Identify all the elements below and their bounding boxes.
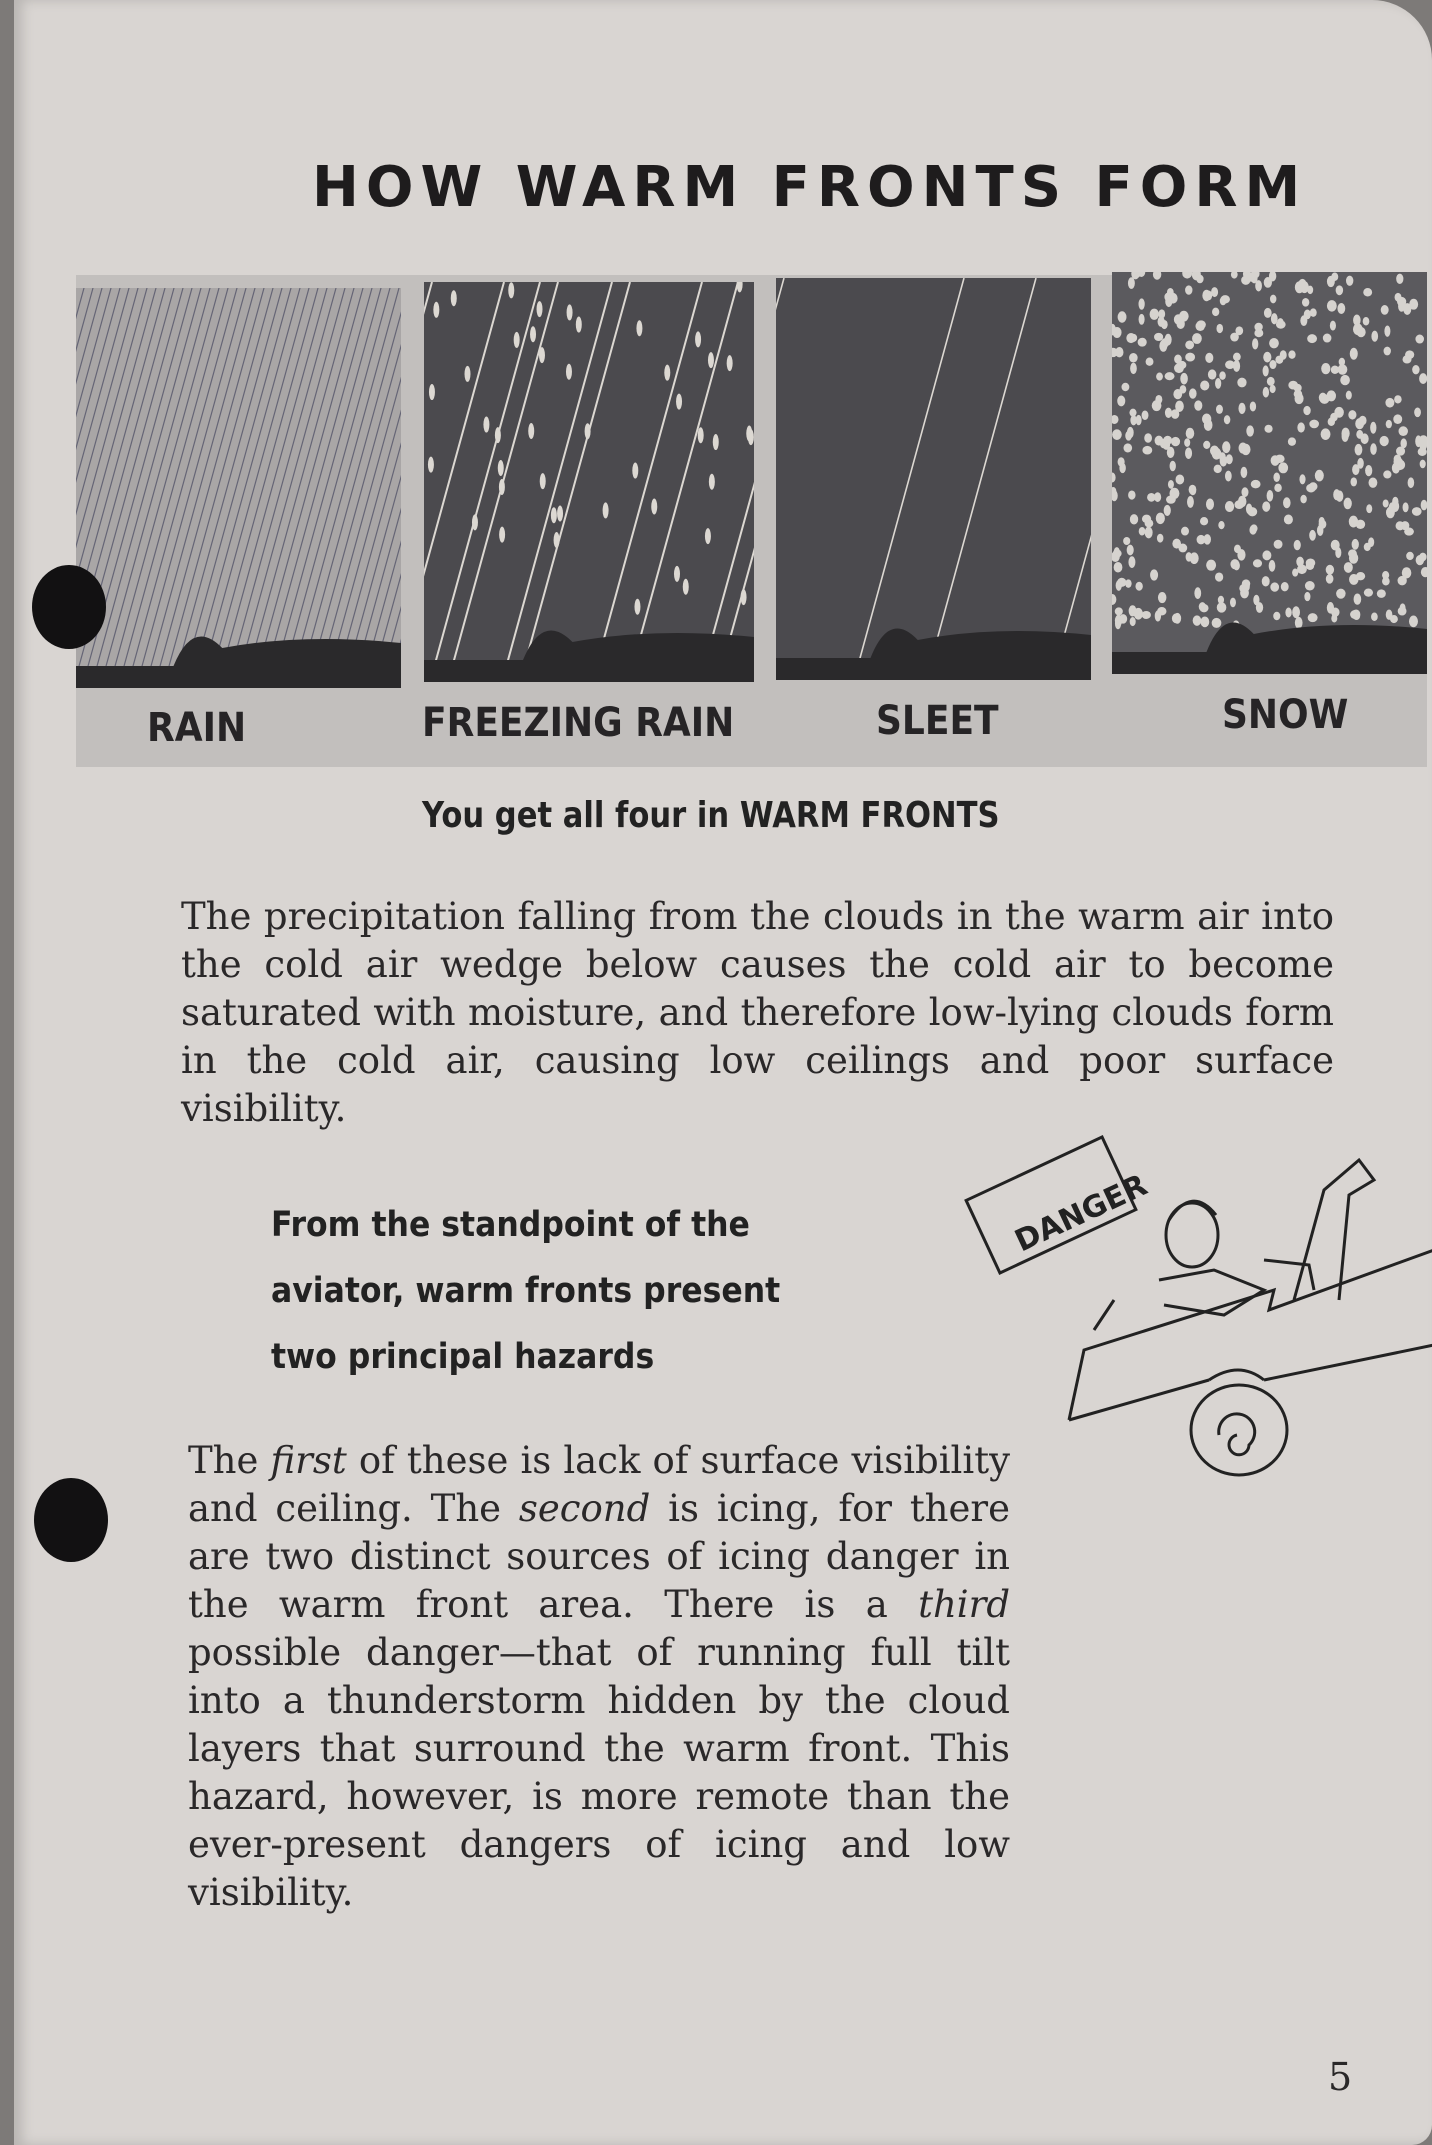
callout-line: From the standpoint of the (271, 1205, 750, 1245)
emphasis: third (918, 1583, 1010, 1626)
text: The (188, 1439, 271, 1482)
sleet-label: SLEET (876, 698, 999, 744)
binder-hole (32, 565, 106, 649)
paragraph-precipitation: The precipitation falling from the clouds in the warm air into the cold air wedge below causes the cold air to become saturated with moisture, and therefore low-lying clouds form in the cold air, causing low ceilings and poor surface visibility. (181, 895, 1334, 1130)
callout-line: two principal hazards (271, 1337, 655, 1377)
text: is icing, for there are two distinct sources of icing danger in the warm front area. There is a (188, 1487, 1010, 1626)
book-page (14, 0, 1432, 2145)
snow-panel (1112, 272, 1427, 674)
emphasis: second (518, 1487, 651, 1530)
text: possible danger—that of running full tilt into a thunderstorm hidden by the cloud layers that surround the warm front. This hazard, however, is more remote than the ever-present dangers of icing and low visibility. (188, 1631, 1010, 1914)
text: of these is lack of surface visibility and ceiling. The (188, 1439, 1010, 1530)
emphasis: first (270, 1439, 347, 1482)
sleet-panel (776, 278, 1091, 680)
rain-panel (76, 288, 401, 688)
rain-label: RAIN (147, 705, 247, 751)
danger-sign-text: DANGER (1009, 1167, 1153, 1260)
callout-line: aviator, warm fronts present (271, 1271, 781, 1311)
snow-label: SNOW (1222, 692, 1349, 738)
page-title: HOW WARM FRONTS FORM (312, 155, 1308, 220)
figure-caption: You get all four in WARM FRONTS (422, 795, 1000, 836)
freezing-rain-label: FREEZING RAIN (422, 700, 735, 746)
danger-pilot-illustration (964, 1130, 1432, 1480)
paragraph-hazards (188, 1437, 1010, 1917)
freezing-rain-panel (424, 282, 754, 682)
page-number: 5 (1328, 2055, 1353, 2099)
binder-hole (34, 1478, 108, 1562)
hazards-callout (271, 1192, 780, 1390)
